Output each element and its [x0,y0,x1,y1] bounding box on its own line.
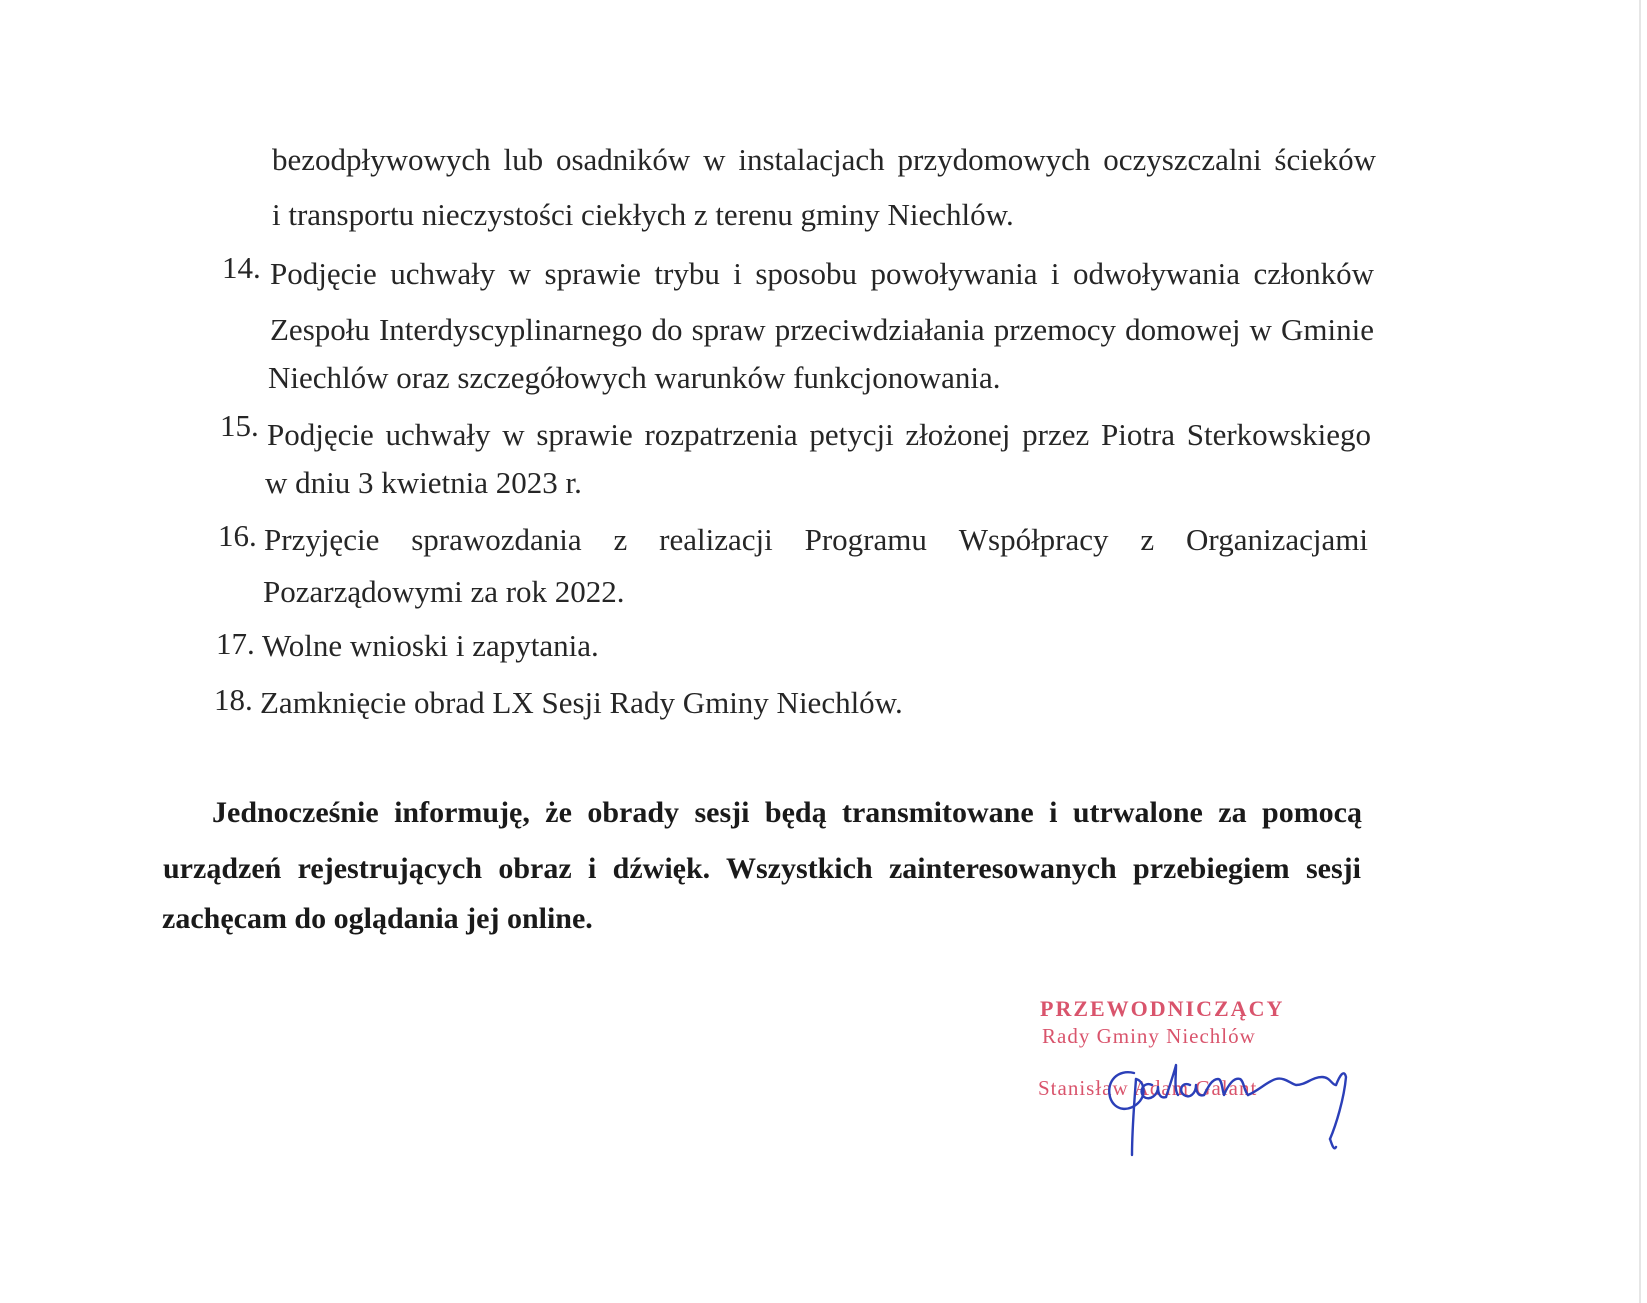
item-14-text-2: Zespołu Interdyscyplinarnego do spraw przeciwdziałania przemocy domowej w Gminie [270,312,1374,347]
item-15-line-1 [267,417,1371,453]
item-14-line-2 [270,312,1374,348]
item-16-word: Organizacjami [1186,522,1368,557]
notice-line-2 [163,851,1361,887]
item-16-word: realizacji [659,522,773,557]
item-17-number: 17. [216,626,255,661]
notice-line-3: zachęcam do oglądania jej online. [162,902,593,935]
continuation-line-2: i transportu nieczystości ciekłych z terenu gminy Niechlów. [272,197,1014,232]
continuation-line-1 [272,142,1376,178]
item-14-number: 14. [222,250,261,285]
notice-text-2: urządzeń rejestrujących obraz i dźwięk. Wszystkich zainteresowanych przebiegiem sesji [163,852,1361,885]
stamp-name: Stanisław Adam Galant [1038,1076,1258,1100]
continuation-text-1: bezodpływowych lub osadników w instalacjach przydomowych oczyszczalni ścieków [272,142,1376,177]
item-17-line-1: Wolne wnioski i zapytania. [262,628,599,663]
item-16-number: 16. [218,518,257,553]
stamp-subtitle: Rady Gminy Niechlów [1042,1024,1256,1048]
item-18-line-1: Zamknięcie obrad LX Sesji Rady Gminy Niechlów. [260,685,903,720]
item-16-word: z [613,522,628,557]
stamp-title: PRZEWODNICZĄCY [1040,996,1285,1021]
item-15-text-1: Podjęcie uchwały w sprawie rozpatrzenia petycji złożonej przez Piotra Sterkowskiego [267,417,1371,452]
item-14-line-3: Niechlów oraz szczegółowych warunków funkcjonowania. [268,360,1001,395]
item-16-word: Współpracy [958,522,1109,557]
item-16-line-2: Pozarządowymi za rok 2022. [263,574,625,609]
item-16-word: Programu [804,522,927,557]
notice-line-1 [212,795,1362,831]
item-14-line-1 [270,256,1374,292]
item-15-line-2: w dniu 3 kwietnia 2023 r. [265,465,582,500]
item-15-number: 15. [220,408,259,443]
item-16-word: Przyjęcie [264,522,380,557]
item-14-text-1: Podjęcie uchwały w sprawie trybu i sposobu powoływania i odwoływania członków [270,256,1374,291]
item-16-line-1 [264,522,1368,558]
handwritten-signature [1100,1055,1420,1225]
item-16-word: z [1140,522,1155,557]
notice-text-1: Jednocześnie informuję, że obrady sesji będą transmitowane i utrwalone za pomocą [212,796,1362,829]
item-18-number: 18. [214,682,253,717]
item-16-word: sprawozdania [411,522,582,557]
page-edge [1639,0,1641,1303]
